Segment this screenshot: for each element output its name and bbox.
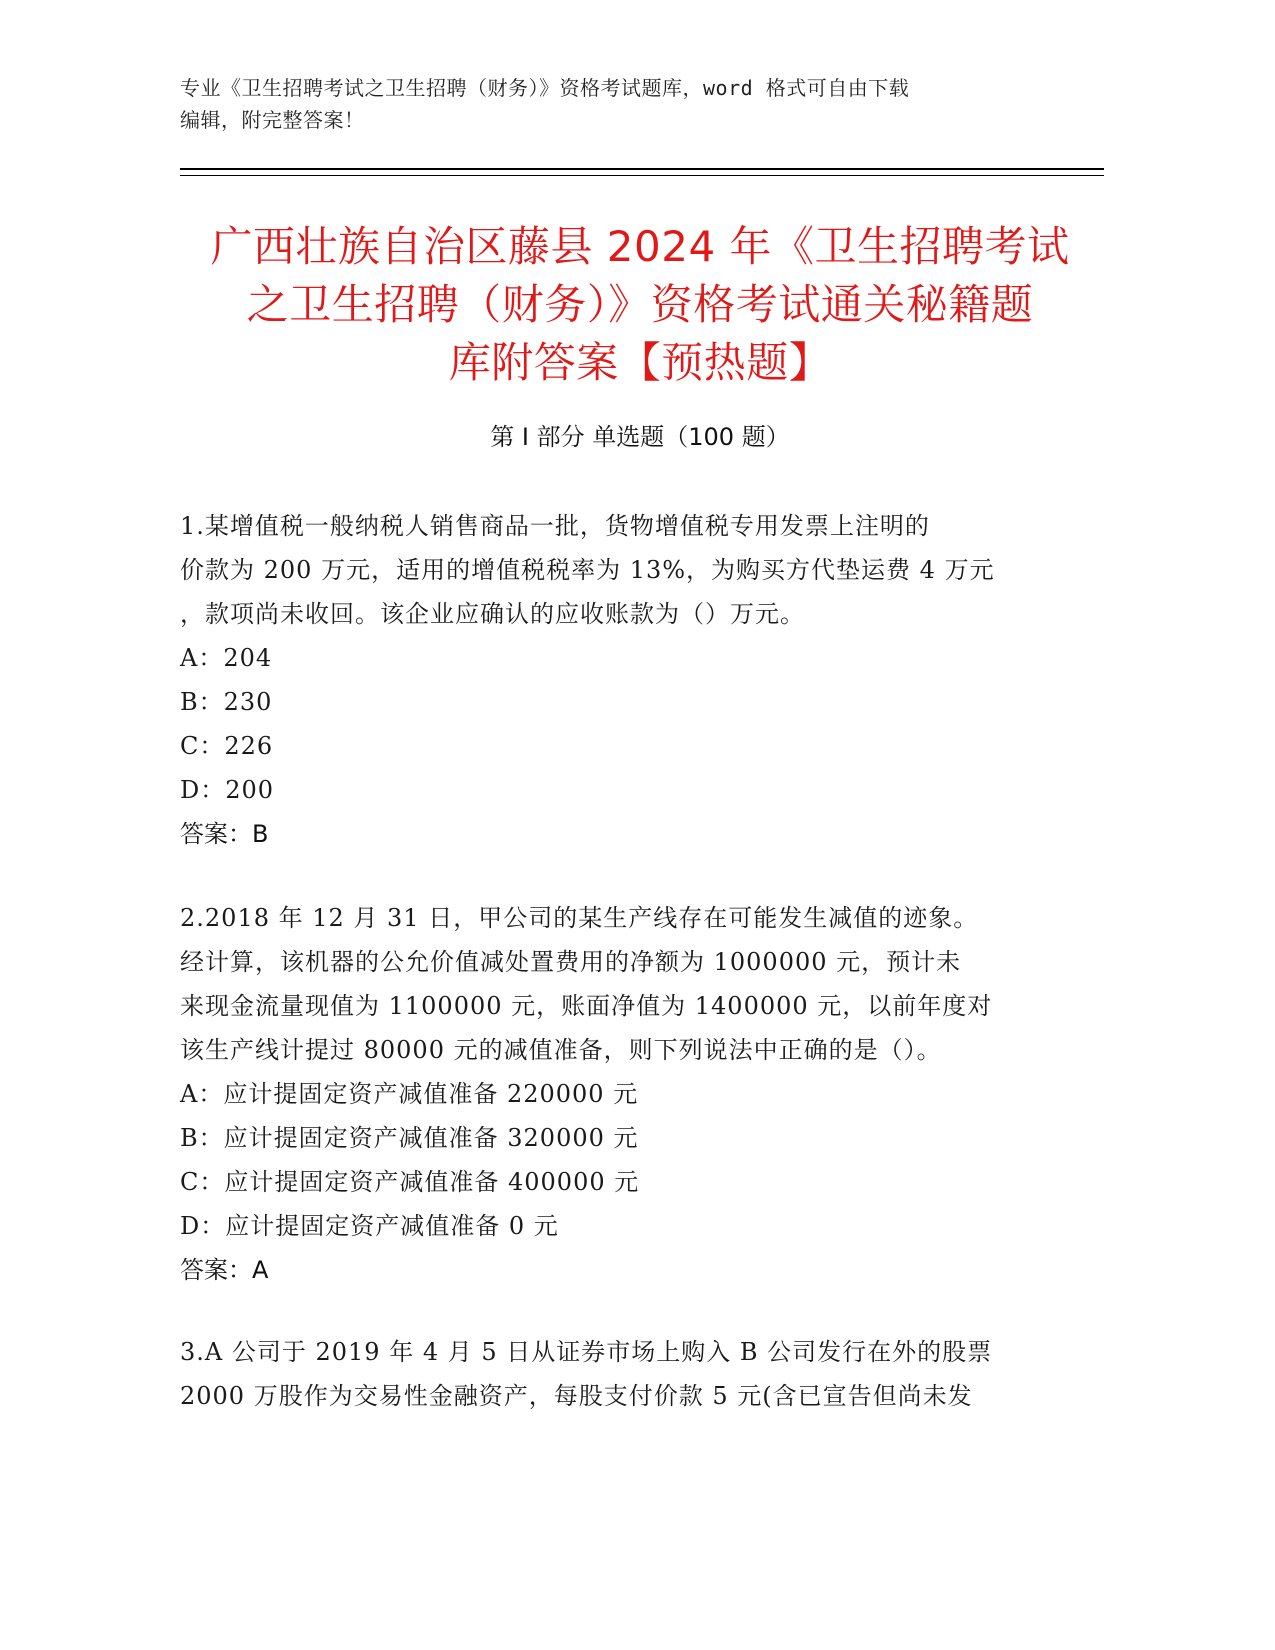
header-note-line: 专业《卫生招聘考试之卫生招聘（财务）》资格考试题库，word 格式可自由下载 (180, 76, 910, 100)
header-divider-thick (180, 168, 1104, 170)
option-c: C：应计提固定资产减值准备 400000 元 (180, 1168, 640, 1196)
option-d: D：应计提固定资产减值准备 0 元 (180, 1212, 559, 1240)
question-stem-line: ，款项尚未收回。该企业应确认的应收账款为（）万元。 (180, 600, 805, 628)
question-stem-line: 3.A 公司于 2019 年 4 月 5 日从证券市场上购入 B 公司发行在外的股票 (180, 1338, 993, 1366)
question-stem-line: 价款为 200 万元，适用的增值税税率为 13%，为购买方代垫运费 4 万元 (180, 556, 995, 584)
question-stem-line: 经计算，该机器的公允价值减处置费用的净额为 1000000 元，预计未 (180, 948, 962, 976)
document-title-line: 之卫生招聘（财务）》资格考试通关秘籍题 (246, 280, 1034, 329)
question-stem-line: 2.2018 年 12 月 31 日，甲公司的某生产线存在可能发生减值的迹象。 (180, 904, 979, 932)
header-note-line: 编辑，附完整答案！ (180, 108, 365, 132)
option-c: C：226 (180, 732, 274, 760)
question-1 (180, 504, 1060, 856)
answer: 答案：B (180, 820, 269, 848)
option-a: A：应计提固定资产减值准备 220000 元 (180, 1080, 639, 1108)
question-stem-line: 该生产线计提过 80000 元的减值准备，则下列说法中正确的是（）。 (180, 1036, 942, 1064)
question-stem (180, 1330, 1060, 1418)
question-stem (180, 896, 1060, 1072)
answer: 答案：A (180, 1256, 269, 1284)
question-2 (180, 896, 1060, 1292)
option-a: A：204 (180, 644, 273, 672)
document-title (175, 218, 1105, 392)
header-note (180, 72, 1060, 136)
question-stem-line: 1.某增值税一般纳税人销售商品一批，货物增值税专用发票上注明的 (180, 512, 930, 540)
section-title: 第 I 部分 单选题（100 题） (490, 423, 790, 451)
question-3 (180, 1330, 1060, 1418)
option-b: B：应计提固定资产减值准备 320000 元 (180, 1124, 639, 1152)
question-stem (180, 504, 1060, 636)
header-divider-thin (180, 175, 1104, 176)
option-b: B：230 (180, 688, 273, 716)
question-stem-line: 2000 万股作为交易性金融资产，每股支付价款 5 元(含已宣告但尚未发 (180, 1382, 973, 1410)
document-title-line: 库附答案【预热题】 (448, 338, 832, 387)
document-title-line: 广西壮族自治区藤县 2024 年《卫生招聘考试 (210, 222, 1070, 271)
option-d: D：200 (180, 776, 275, 804)
question-stem-line: 来现金流量现值为 1100000 元，账面净值为 1400000 元，以前年度对 (180, 992, 993, 1020)
